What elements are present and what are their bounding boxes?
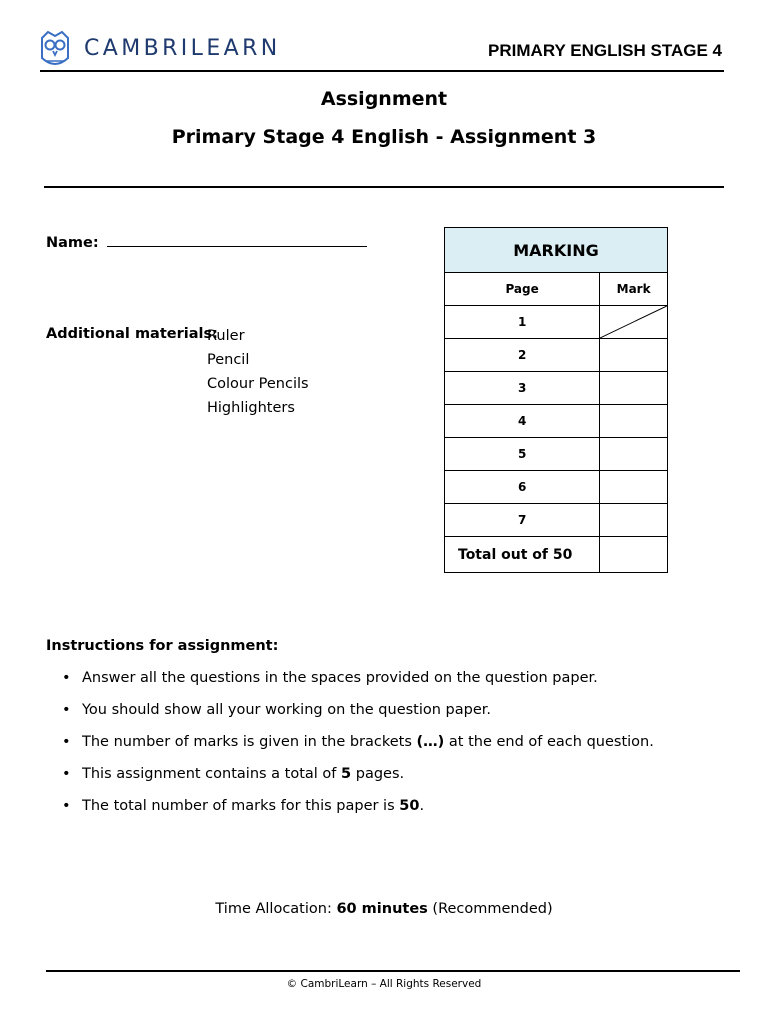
instructions-list (62, 668, 654, 828)
page-number: 7 (445, 504, 600, 537)
material-item: Colour Pencils (207, 376, 309, 392)
list-item: • The total number of marks for this paper is 50. (62, 798, 425, 814)
owl-icon (38, 28, 72, 68)
page-number: 1 (445, 306, 600, 339)
page-number: 5 (445, 438, 600, 471)
list-item: • The number of marks is given in the brackets (…) at the end of each question. (62, 734, 654, 750)
table-row (445, 438, 668, 471)
marking-title: MARKING (445, 228, 668, 273)
mark-cell[interactable] (600, 372, 668, 405)
instructions-title: Instructions for assignment: (46, 638, 279, 654)
mark-cell[interactable] (600, 471, 668, 504)
header-divider (40, 70, 724, 72)
material-item: Ruler (207, 328, 245, 344)
bullet-icon: • (62, 734, 71, 750)
bullet-icon: • (62, 798, 71, 814)
page-number: 4 (445, 405, 600, 438)
list-item: • Answer all the questions in the spaces provided on the question paper. (62, 670, 598, 686)
bullet-icon: • (62, 702, 71, 718)
list-item: • This assignment contains a total of 5 pages. (62, 766, 405, 782)
total-mark-cell[interactable] (600, 537, 668, 573)
materials-list (207, 326, 309, 422)
table-row (445, 504, 668, 537)
bullet-icon: • (62, 766, 71, 782)
page-number: 2 (445, 339, 600, 372)
table-row (445, 306, 668, 339)
table-row (445, 339, 668, 372)
material-item: Highlighters (207, 400, 295, 416)
total-row (445, 537, 668, 573)
name-blank-line[interactable] (107, 232, 367, 247)
table-row (445, 372, 668, 405)
col-header-page: Page (445, 273, 600, 306)
bullet-icon: • (62, 670, 71, 686)
copyright-footer: © CambriLearn – All Rights Reserved (286, 978, 482, 990)
name-row (46, 232, 367, 251)
list-item: • You should show all your working on the question paper. (62, 702, 492, 718)
diagonal-line (600, 306, 667, 338)
page-title: Assignment (320, 88, 448, 110)
name-label: Name: (46, 235, 99, 251)
brand-name: CAMBRILEARN (84, 35, 281, 61)
page-number: 3 (445, 372, 600, 405)
col-header-mark: Mark (600, 273, 668, 306)
page-number: 6 (445, 471, 600, 504)
time-allocation: Time Allocation: 60 minutes (Recommended) (215, 901, 553, 917)
total-label: Total out of 50 (445, 537, 600, 573)
marking-table (444, 227, 668, 573)
materials-label: Additional materials: (46, 326, 218, 342)
mark-cell[interactable] (600, 438, 668, 471)
stage-title: PRIMARY ENGLISH STAGE 4 (488, 41, 722, 60)
mark-cell[interactable] (600, 405, 668, 438)
table-row (445, 471, 668, 504)
page-subtitle: Primary Stage 4 English - Assignment 3 (171, 126, 597, 148)
footer-divider (46, 970, 740, 972)
mark-cell[interactable] (600, 504, 668, 537)
title-divider (44, 186, 724, 188)
mark-cell-crossed (600, 306, 668, 339)
mark-cell[interactable] (600, 339, 668, 372)
table-row (445, 405, 668, 438)
material-item: Pencil (207, 352, 250, 368)
brand-logo (38, 28, 281, 68)
